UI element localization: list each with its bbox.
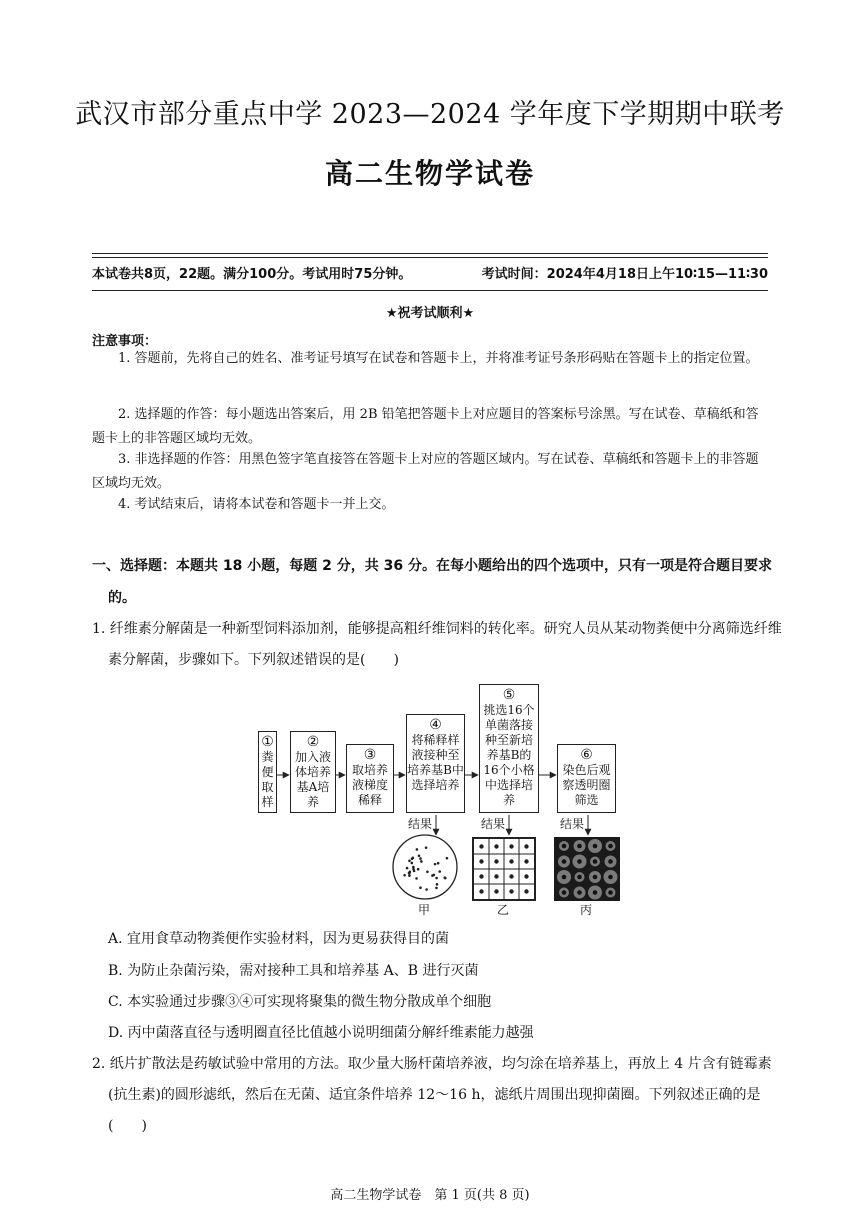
note-item-2: 2. 选择题的作答：每小题选出答案后，用 2B 铅笔把答题卡上对应题目的答案标号涂黑。写在试卷、草稿纸和答题卡上的非答题区域均无效。 <box>92 407 759 446</box>
colony-dot <box>412 866 415 869</box>
clear-zone <box>589 871 601 883</box>
colony-dot <box>420 860 423 863</box>
colony-dot <box>433 874 436 877</box>
step-5-num: ⑤ <box>502 687 516 703</box>
colony-dot <box>562 859 567 864</box>
step-1-num: ① <box>261 734 274 750</box>
clear-zone <box>575 872 585 882</box>
plate-bing-halos <box>554 837 620 901</box>
colony-dot <box>479 844 483 848</box>
clear-zone <box>606 841 616 851</box>
colony-dot <box>593 890 598 895</box>
clear-zone <box>558 856 570 868</box>
step-2-num: ② <box>306 734 320 750</box>
page-footer: 高二生物学试卷 第 1 页(共 8 页) <box>330 1188 530 1203</box>
note-item-1: 1. 答题前，先将自己的姓名、准考证号填写在试卷和答题卡上，并将准考证号条形码贴在答题卡上的指定位置。 <box>118 351 759 366</box>
clear-zone <box>559 841 569 851</box>
colony-dot <box>494 874 498 878</box>
plate-label-yi: 乙 <box>497 903 510 917</box>
note-item-4: 4. 考试结束后，请将本试卷和答题卡一并上交。 <box>118 497 395 512</box>
colony-dot <box>479 889 483 893</box>
step-1-text: 粪便取样 <box>261 750 274 809</box>
colony-dot <box>577 844 582 849</box>
colony-dot <box>438 870 441 873</box>
colony-dot <box>403 874 406 877</box>
notes-heading: 注意事项： <box>92 334 158 349</box>
clear-zone <box>590 857 600 867</box>
q1-option-c: C. 本实验通过步骤③④可实现将聚集的微生物分散成单个细胞 <box>108 994 492 1010</box>
clear-zone <box>559 888 569 898</box>
step-1-box <box>258 731 277 813</box>
clear-zone <box>574 887 586 899</box>
colony-dot <box>425 846 428 849</box>
colony-dot <box>431 874 434 877</box>
colony-dot <box>434 863 437 866</box>
colony-dot <box>509 844 513 848</box>
colony-dot <box>509 859 513 863</box>
colony-dot <box>408 874 411 877</box>
question-2-stem: 2. 纸片扩散法是药敏试验中常用的方法。取少量大肠杆菌培养液，均匀涂在培养基上，再放上 4 片含有链霉素(抗生素)的圆形滤纸，然后在无菌、适宜条件培养 12～16 h，滤纸片周围出现抑菌圈。下列叙述正确的是( ) <box>92 1056 772 1134</box>
step-4-text: 将稀释样液接种至培养基B中选择培养 <box>407 733 464 792</box>
colony-dot <box>509 874 513 878</box>
colony-dot <box>413 870 416 873</box>
plate-yi <box>472 837 536 901</box>
colony-dot <box>436 883 439 886</box>
clear-zone <box>573 855 587 869</box>
step-3-box <box>346 744 394 813</box>
colony-dot <box>435 887 438 890</box>
header-rule-top <box>92 253 768 254</box>
colony-dot <box>577 875 582 880</box>
colony-dot <box>524 844 528 848</box>
colony-dot <box>608 844 613 849</box>
colony-dot <box>419 857 422 860</box>
good-luck-banner: ★祝考试顺利★ <box>385 306 475 321</box>
plate-label-jia: 甲 <box>418 903 431 917</box>
colony-dot <box>509 889 513 893</box>
colony-dot <box>608 875 613 880</box>
step-4-num: ④ <box>429 717 442 733</box>
colony-dot <box>608 859 613 864</box>
colony-dot <box>593 859 598 864</box>
clear-zone <box>557 870 571 884</box>
clear-zone <box>604 870 618 884</box>
colony-dot <box>411 862 414 865</box>
colony-dot <box>494 844 498 848</box>
colony-dot <box>524 874 528 878</box>
exam-title: 武汉市部分重点中学 2023—2024 学年度下学期期中联考 <box>75 99 785 130</box>
q1-option-d: D. 丙中菌落直径与透明圈直径比值越小说明细菌分解纤维素能力越强 <box>108 1025 534 1041</box>
colony-dot <box>406 867 409 870</box>
colony-dot <box>524 889 528 893</box>
step-6-box <box>557 744 616 813</box>
info-rule <box>92 290 768 291</box>
step-6-num: ⑥ <box>580 747 593 763</box>
colony-dot <box>479 874 483 878</box>
clear-zone <box>588 839 602 853</box>
colony-dot <box>524 859 528 863</box>
colony-dot <box>408 872 411 875</box>
section-heading: 一、选择题：本题共 18 小题，每题 2 分，共 36 分。在每小题给出的四个选项中，只有一项是符合题目要求的。 <box>92 558 772 606</box>
result-label-2: 结果 <box>481 817 506 831</box>
plate-label-bing: 丙 <box>580 903 593 917</box>
q1-option-b: B. 为防止杂菌污染，需对接种工具和培养基 A、B 进行灭菌 <box>108 963 479 979</box>
colony-dot <box>408 859 411 862</box>
clear-zone <box>574 840 586 852</box>
colony-dot <box>479 859 483 863</box>
step-6-text: 染色后观察透明圈筛选 <box>562 763 611 807</box>
colony-dot <box>409 871 412 874</box>
clear-zone <box>606 888 616 898</box>
step-2-box <box>290 731 336 813</box>
colony-dot <box>418 854 421 857</box>
colony-dot <box>426 871 429 874</box>
colony-dot <box>437 862 440 865</box>
colony-dot <box>562 844 567 849</box>
colony-dot <box>446 857 449 860</box>
colony-dot <box>608 890 613 895</box>
colony-dot <box>494 859 498 863</box>
colony-dot <box>444 877 447 880</box>
exam-info: 本试卷共8页，22题。满分100分。考试用时75分钟。 <box>92 267 412 282</box>
clear-zone <box>605 856 617 868</box>
colony-dot <box>435 877 438 880</box>
colony-dot <box>577 890 582 895</box>
q1-option-a: A. 宜用食草动物粪便作实验材料，因为更易获得目的菌 <box>108 931 450 947</box>
colony-dot <box>419 886 422 889</box>
colony-dot <box>425 888 428 891</box>
colony-dot <box>412 857 415 860</box>
plate-bing <box>554 837 620 901</box>
colony-dot <box>408 872 411 875</box>
plate-jia-colonies <box>393 835 457 899</box>
result-label-3: 结果 <box>560 817 585 831</box>
colony-dot <box>417 868 420 871</box>
note-item-3: 3. 非选择题的作答：用黑色签字笔直接答在答题卡上对应的答题区域内。写在试卷、草稿纸和答题卡上的非答题区域均无效。 <box>92 452 759 491</box>
colony-dot <box>415 877 418 880</box>
clear-zone <box>588 886 602 900</box>
colony-dot <box>411 858 414 861</box>
result-label-1: 结果 <box>408 817 433 831</box>
colony-dot <box>412 868 415 871</box>
colony-dot <box>562 890 567 895</box>
colony-dot <box>593 844 598 849</box>
step-5-box <box>479 684 539 813</box>
step-3-text: 取培养液梯度稀释 <box>351 763 388 807</box>
header-rule-bottom <box>92 257 768 258</box>
colony-dot <box>416 848 419 851</box>
plate-yi-grid <box>474 839 534 899</box>
step-4-box <box>406 714 465 813</box>
exam-subtitle: 高二生物学试卷 <box>324 157 535 190</box>
colony-dot <box>494 889 498 893</box>
question-1-stem: 1. 纤维素分解菌是一种新型饲料添加剂，能够提高粗纤维饲料的转化率。研究人员从某动物粪便中分离筛选纤维素分解菌，步骤如下。下列叙述错误的是( ) <box>92 621 782 668</box>
step-2-text: 加入液体培养基A培养 <box>294 750 331 809</box>
step-3-num: ③ <box>363 747 377 763</box>
colony-dot <box>593 875 598 880</box>
colony-dot <box>577 859 582 864</box>
step-5-text: 挑选16个单菌落接种至新培养基B的16个小格中选择培养 <box>483 703 535 807</box>
exam-time: 考试时间：2024年4月18日上午10∶15—11∶30 <box>481 267 768 282</box>
colony-dot <box>444 876 447 879</box>
colony-dot <box>562 875 567 880</box>
